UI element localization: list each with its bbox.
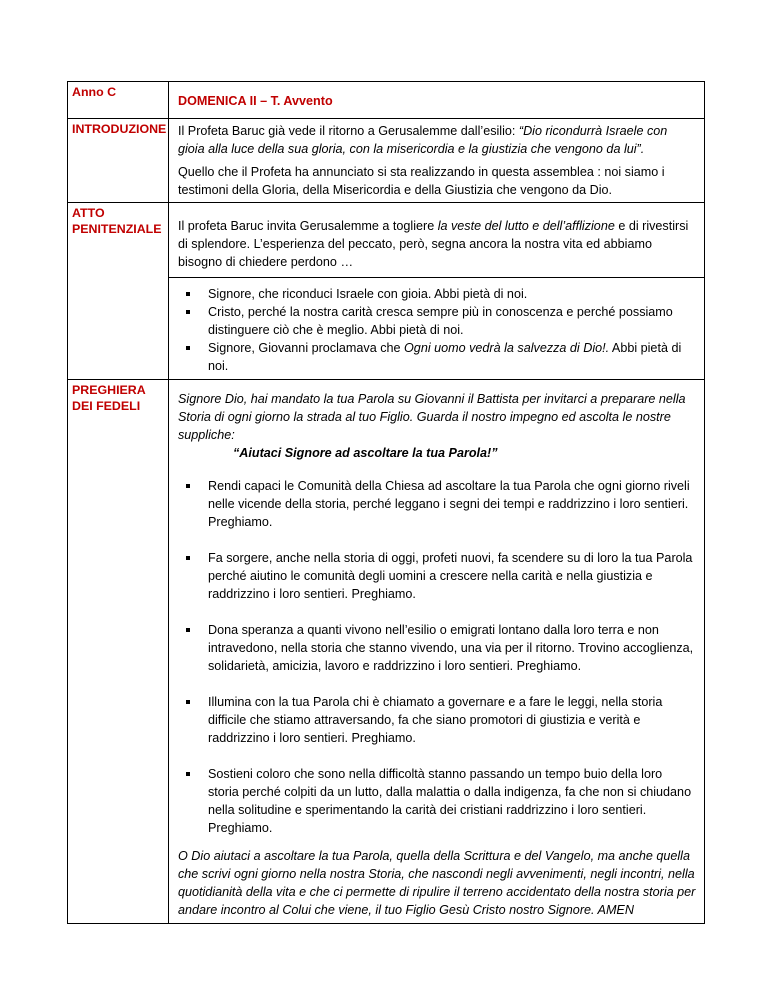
intentions-list [178,477,696,837]
introduzione-paragraph: Il Profeta Baruc già vede il ritorno a Gerusalemme dall’esilio: “Dio ricondurrà Israele con gioia alla luce della sua gloria, con la misericordia e la giustizia che vengono da lui”. [178,124,668,156]
section-label-preghiera: PREGHIERA DEI FEDELI [68,380,169,924]
introduzione-cell [169,119,705,203]
intention-item: Rendi capaci le Comunità della Chiesa ad ascoltare la tua Parola che ogni giorno riveli nelle vicende della storia, perché leggano i segni dei tempi e raddrizzino i loro sentieri. Preghiamo. [178,477,696,531]
invocations-list [178,285,696,375]
intention-item: Sostieni coloro che sono nella difficoltà stanno passando un tempo buio della loro storia perché colpiti da un lutto, dalla malattia o dalla indigenza, fa che non si chiudano nella solitudine e sperimentando la carità dei cristiani raddrizzino i loro sentieri. Preghiamo. [178,765,696,837]
closing-prayer: O Dio aiutaci a ascoltare la tua Parola, quella della Scrittura e del Vangelo, ma anche quella che scrivi ogni giorno nella nostra Storia, che nascondi negli avvenimenti, negli incontri, nella quotidianità della vita e che ci permette di ripulire il terreno accidentato della nostra storia per andare incontro al Colui che viene, il tuo Figlio Gesù Cristo nostro Signore. AMEN [178,849,696,917]
intention-item: Dona speranza a quanti vivono nell’esilio o emigrati lontano dalla loro terra e non intravedono, nella storia che stanno vivendo, una via per il ritorno. Trovino accoglienza, solidarietà, amicizia, lavoro e raddrizzino i loro sentieri. Preghiamo. [178,621,696,675]
year-label: Anno C [68,82,169,119]
preghiera-intro: Signore Dio, hai mandato la tua Parola su Giovanni il Battista per invitarci a preparare nella Storia di ogni giorno la strada al tuo Figlio. Guarda il nostro impegno ed ascolta le nostre suppliche: [178,392,686,442]
sunday-title: DOMENICA II – T. Avvento [178,94,333,108]
sunday-title-cell [169,82,705,119]
section-label-introduzione: INTRODUZIONE [68,119,169,203]
invocation-item: Signore, Giovanni proclamava che Ogni uomo vedrà la salvezza di Dio!. Abbi pietà di noi. [178,339,696,375]
invocation-item: Signore, che riconduci Israele con gioia. Abbi pietà di noi. [178,285,696,303]
baruc-quote: “Dio ricondurrà Israele con gioia alla luce della sua gloria, con la misericordia e la giustizia che vengono da lui”. [178,124,668,156]
preghiera-cell [169,380,705,924]
liturgy-table [67,81,705,924]
introduzione-paragraph-2: Quello che il Profeta ha annunciato si sta realizzando in questa assemblea : noi siamo i testimoni della Gloria, della Misericordia e della Giustizia che vengono da Dio. [178,165,665,197]
preghiera-response: “Aiutaci Signore ad ascoltare la tua Parola!” [233,446,498,460]
invocation-item: Cristo, perché la nostra carità cresca sempre più in conoscenza e perché possiamo distinguere ciò che è meglio. Abbi pietà di noi. [178,303,696,339]
intention-item: Illumina con la tua Parola chi è chiamato a governare e a fare le leggi, nella storia difficile che stiamo attraversando, fa che siano promotori di giustizia e verità e raddrizzino i loro sentieri. Preghiamo. [178,693,696,747]
section-label-atto-penitenziale: ATTO PENITENZIALE [68,203,169,380]
intention-item: Fa sorgere, anche nella storia di oggi, profeti nuovi, fa scendere su di loro la tua Parola perché aiutino le comunità degli uomini a crescere nella carità e nella giustizia e raddrizzino i loro sentieri. Preghiamo. [178,549,696,603]
atto-penitenziale-intro-cell [169,203,705,278]
atto-penitenziale-intro: Il profeta Baruc invita Gerusalemme a togliere la veste del lutto e dell’afflizione e di rivestirsi di splendore. L’esperienza del peccato, però, segna ancora la nostra vita ed abbiamo bisogno di chiedere perdono … [178,219,689,269]
invocations-cell [169,278,705,380]
